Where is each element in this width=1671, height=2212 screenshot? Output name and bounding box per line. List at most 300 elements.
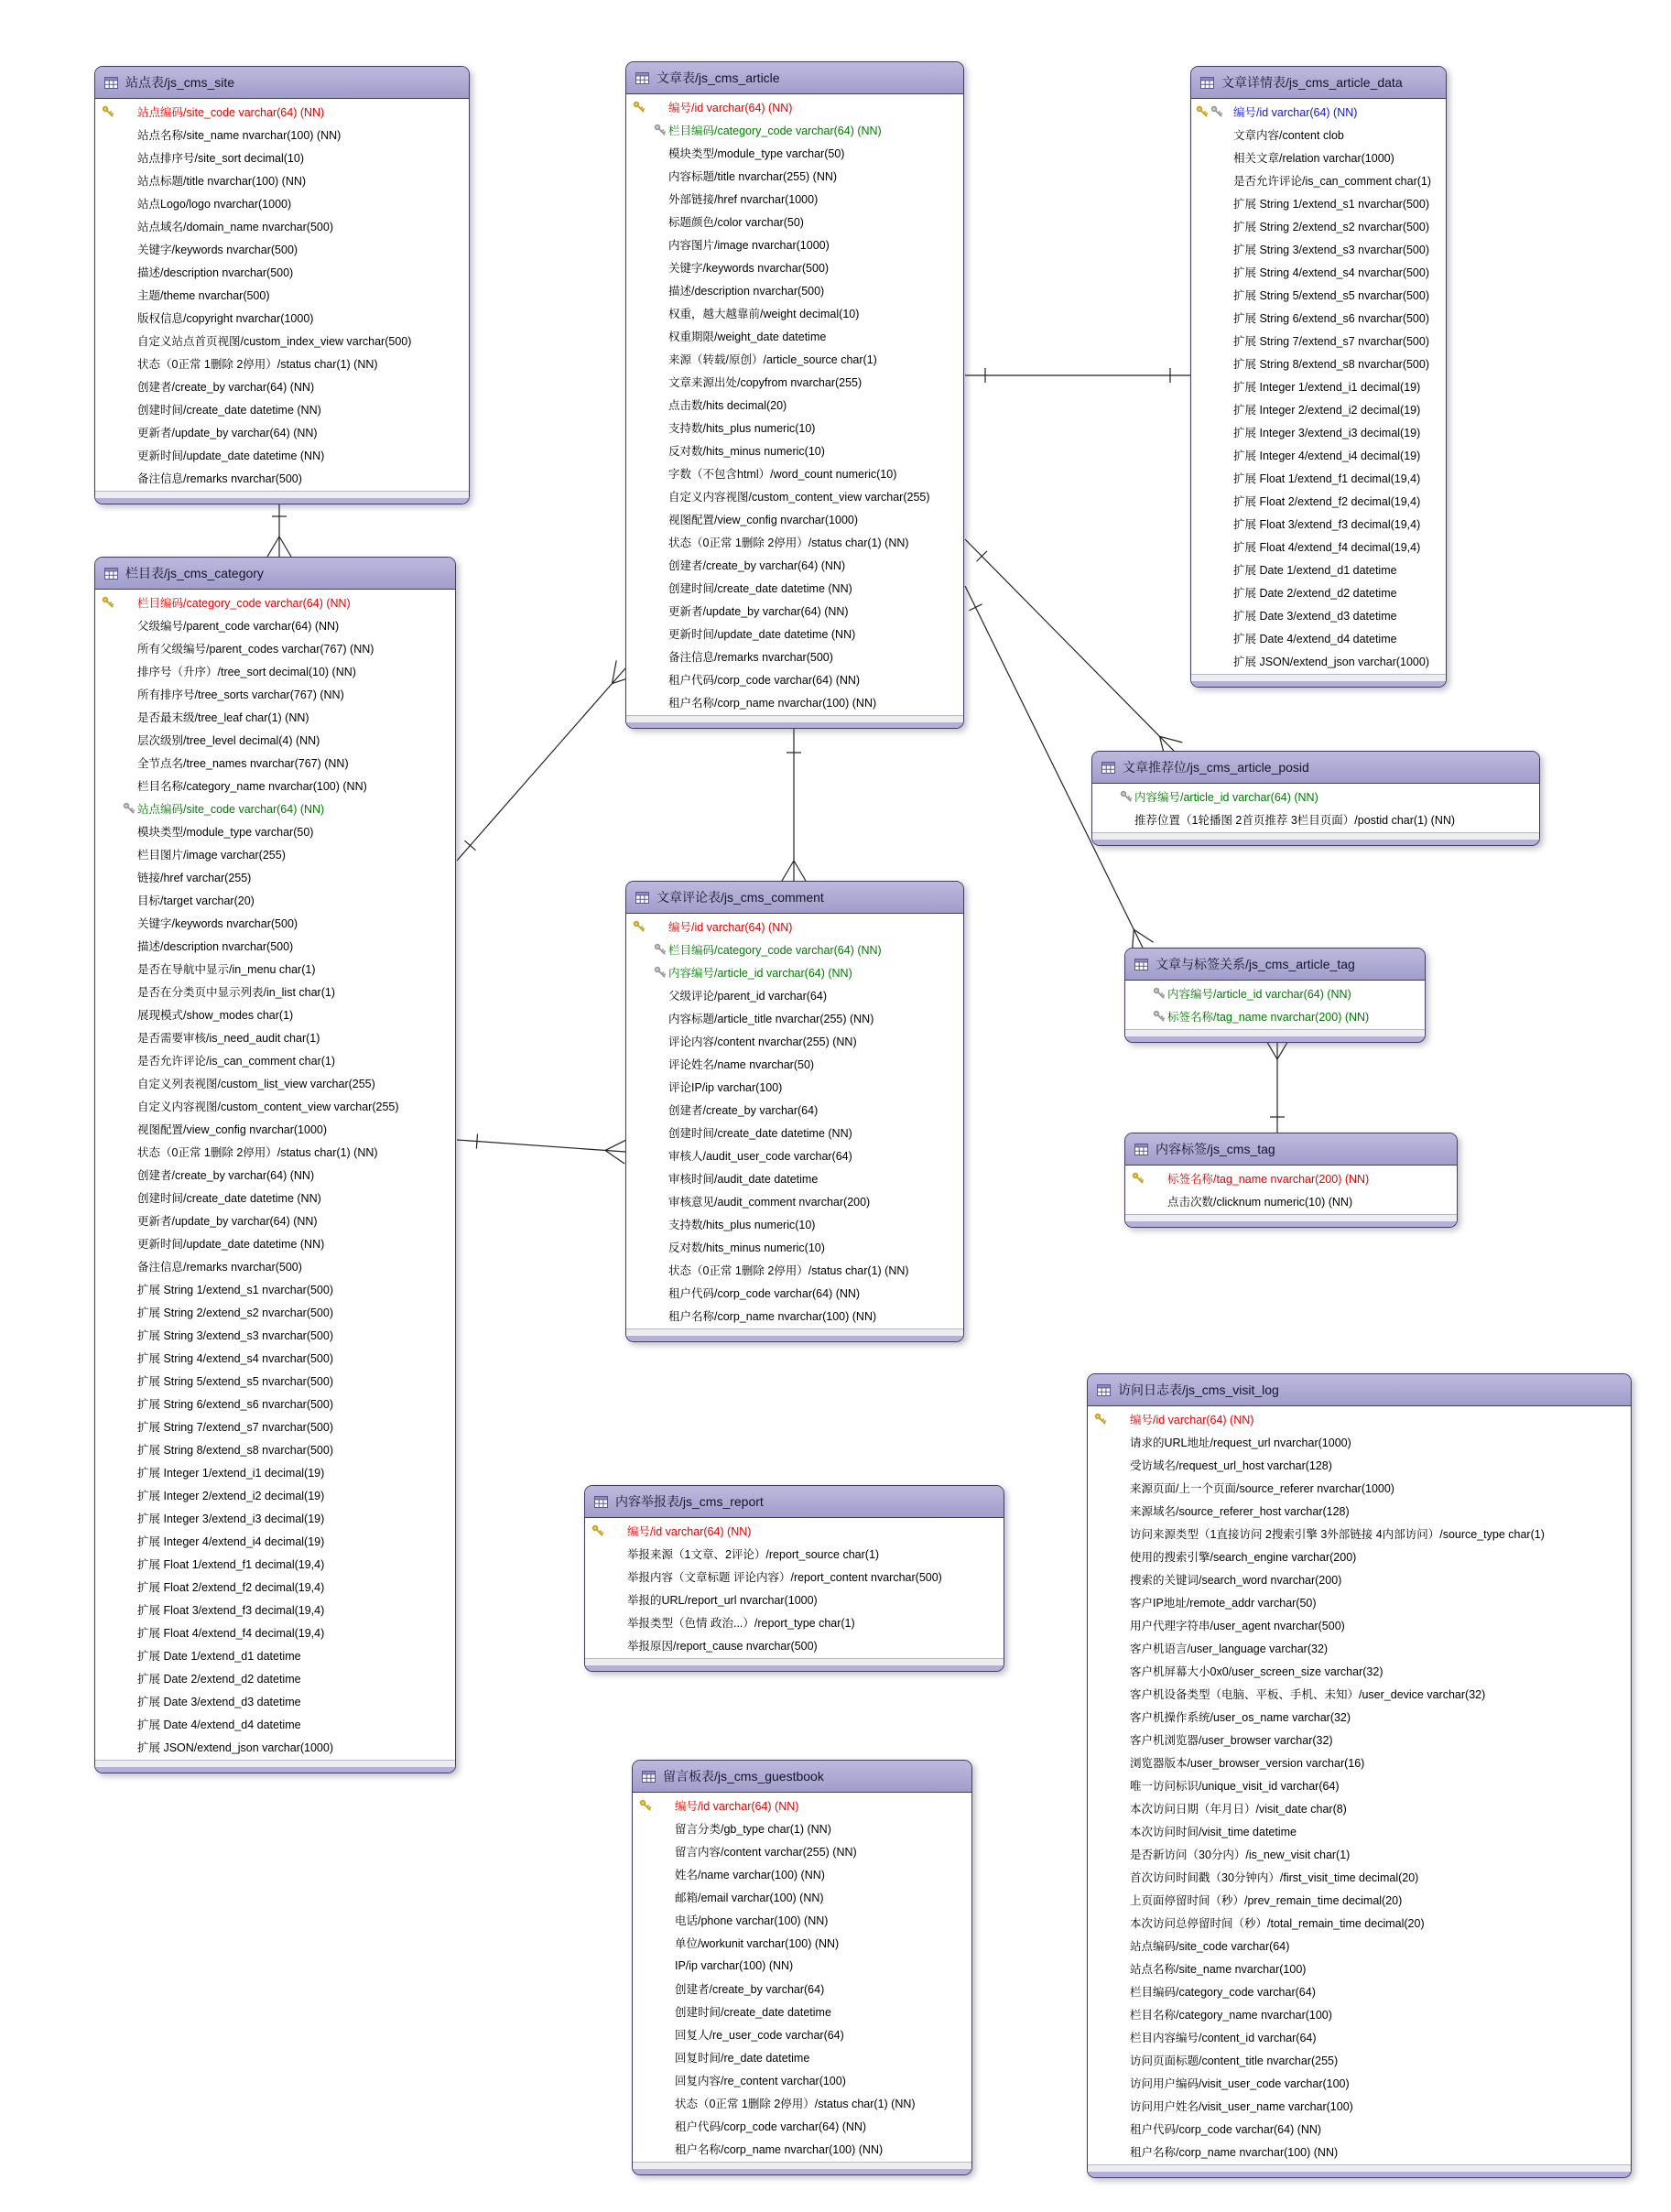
- cardinality-one-tick: [476, 1134, 477, 1149]
- field-row[interactable]: [626, 1053, 963, 1076]
- field-row[interactable]: [633, 2138, 971, 2161]
- field-text: 扩展 Float 4/extend_f4 decimal(19,4): [1233, 541, 1421, 554]
- field-row[interactable]: [633, 1955, 971, 1978]
- field-row[interactable]: [1191, 490, 1446, 513]
- crow-foot-prong: [605, 1150, 624, 1164]
- field-text: 备注信息/remarks nvarchar(500): [137, 472, 302, 485]
- field-row[interactable]: [95, 1438, 455, 1461]
- key-spacer: [95, 1049, 137, 1072]
- field-row[interactable]: [585, 1543, 1004, 1566]
- table-icon: [104, 77, 118, 89]
- key-spacer: [633, 2069, 675, 2092]
- field-row[interactable]: [1088, 1889, 1631, 1912]
- field-row[interactable]: [626, 371, 963, 394]
- field-row[interactable]: [1125, 1005, 1425, 1028]
- field-row[interactable]: [95, 398, 469, 421]
- field-row[interactable]: [633, 2115, 971, 2138]
- field-row[interactable]: [95, 1026, 455, 1049]
- field-row[interactable]: [1088, 1523, 1631, 1545]
- field-row[interactable]: [626, 554, 963, 577]
- field-row[interactable]: [1191, 627, 1446, 650]
- entity-header-guestbook[interactable]: [633, 1761, 971, 1793]
- field-row[interactable]: [633, 2001, 971, 2023]
- entity-report[interactable]: [584, 1485, 1004, 1672]
- table-icon: [1134, 1144, 1148, 1155]
- field-row[interactable]: [1191, 261, 1446, 284]
- field-row[interactable]: [95, 843, 455, 866]
- field-row[interactable]: [626, 623, 963, 645]
- field-row[interactable]: [95, 124, 469, 146]
- field-text: 更新时间/update_date datetime (NN): [668, 628, 856, 641]
- field-row[interactable]: [1088, 1408, 1631, 1431]
- entity-tag[interactable]: [1124, 1133, 1458, 1228]
- field-row[interactable]: [1088, 1500, 1631, 1523]
- entity-article_posid[interactable]: [1091, 751, 1540, 846]
- field-row[interactable]: [633, 2023, 971, 2046]
- field-row[interactable]: [626, 348, 963, 371]
- field-row[interactable]: [95, 797, 455, 820]
- field-row[interactable]: [626, 600, 963, 623]
- field-row[interactable]: [1191, 421, 1446, 444]
- field-row[interactable]: [95, 1530, 455, 1553]
- field-row[interactable]: [626, 439, 963, 462]
- field-row[interactable]: [626, 1144, 963, 1167]
- field-row[interactable]: [1191, 330, 1446, 352]
- field-row[interactable]: [95, 752, 455, 775]
- key-spacer: [585, 1543, 627, 1566]
- field-row[interactable]: [585, 1611, 1004, 1634]
- primary-key-icon: [626, 96, 668, 119]
- field-row[interactable]: [626, 645, 963, 668]
- field-row[interactable]: [95, 912, 455, 935]
- field-row[interactable]: [95, 421, 469, 444]
- field-row[interactable]: [95, 1141, 455, 1164]
- field-row[interactable]: [1088, 1431, 1631, 1454]
- field-row[interactable]: [95, 729, 455, 752]
- entity-guestbook[interactable]: [632, 1760, 972, 2175]
- field-row[interactable]: [95, 1255, 455, 1278]
- entity-field-list: [1092, 784, 1539, 832]
- field-row[interactable]: [1088, 1912, 1631, 1935]
- entity-header-comment[interactable]: [626, 882, 963, 914]
- entity-header-site[interactable]: [95, 67, 469, 99]
- field-row[interactable]: [1088, 2003, 1631, 2026]
- field-row[interactable]: [1191, 192, 1446, 215]
- field-row[interactable]: [1191, 536, 1446, 558]
- field-row[interactable]: [95, 1553, 455, 1576]
- entity-header-tag[interactable]: [1125, 1133, 1457, 1166]
- field-row[interactable]: [626, 508, 963, 531]
- key-spacer: [1088, 2095, 1130, 2118]
- field-text: 本次访问时间/visit_time datetime: [1130, 1826, 1297, 1838]
- field-row[interactable]: [633, 1795, 971, 1817]
- field-row[interactable]: [95, 889, 455, 912]
- field-row[interactable]: [1191, 169, 1446, 192]
- field-row[interactable]: [95, 1072, 455, 1095]
- field-row[interactable]: [633, 1863, 971, 1886]
- field-row[interactable]: [95, 1370, 455, 1393]
- field-row[interactable]: [95, 215, 469, 238]
- key-spacer: [95, 238, 137, 261]
- field-row[interactable]: [95, 1301, 455, 1324]
- entity-header-category[interactable]: [95, 558, 455, 590]
- field-row[interactable]: [95, 1667, 455, 1690]
- field-text: 站点标题/title nvarchar(100) (NN): [137, 175, 307, 188]
- field-row[interactable]: [633, 1817, 971, 1840]
- field-text: 扩展 Date 3/extend_d3 datetime: [137, 1696, 301, 1708]
- field-text: 租户代码/corp_code varchar(64) (NN): [1130, 2123, 1322, 2136]
- field-row[interactable]: [1088, 2118, 1631, 2141]
- field-row[interactable]: [95, 1415, 455, 1438]
- field-row[interactable]: [1191, 238, 1446, 261]
- field-row[interactable]: [626, 1099, 963, 1122]
- field-row[interactable]: [95, 261, 469, 284]
- entity-footer: [1088, 2164, 1631, 2177]
- field-row[interactable]: [626, 984, 963, 1007]
- field-row[interactable]: [1088, 1706, 1631, 1729]
- entity-comment[interactable]: [625, 881, 964, 1342]
- entity-title: 留言板表/js_cms_guestbook: [663, 1769, 824, 1784]
- field-row[interactable]: [633, 2046, 971, 2069]
- key-spacer: [1088, 1751, 1130, 1774]
- field-row[interactable]: [95, 1095, 455, 1118]
- key-spacer: [1191, 444, 1233, 467]
- field-row[interactable]: [95, 935, 455, 958]
- field-row[interactable]: [95, 146, 469, 169]
- field-row[interactable]: [95, 1461, 455, 1484]
- field-row[interactable]: [95, 1484, 455, 1507]
- field-row[interactable]: [626, 668, 963, 691]
- field-row[interactable]: [95, 307, 469, 330]
- key-spacer: [95, 1072, 137, 1095]
- field-row[interactable]: [1191, 398, 1446, 421]
- field-row[interactable]: [95, 820, 455, 843]
- field-row[interactable]: [585, 1566, 1004, 1589]
- field-row[interactable]: [626, 462, 963, 485]
- field-text: 状态（0正常 1删除 2停用）/status char(1) (NN): [668, 537, 909, 549]
- field-row[interactable]: [633, 1978, 971, 2001]
- key-spacer: [626, 417, 668, 439]
- field-row[interactable]: [95, 352, 469, 375]
- field-row[interactable]: [1191, 375, 1446, 398]
- field-row[interactable]: [1088, 1957, 1631, 1980]
- field-text: 评论IP/ip varchar(100): [668, 1081, 783, 1094]
- field-row[interactable]: [95, 1713, 455, 1736]
- field-text: 扩展 String 8/extend_s8 nvarchar(500): [137, 1444, 333, 1457]
- field-row[interactable]: [95, 1187, 455, 1209]
- foreign-key-icon: [1125, 982, 1167, 1005]
- field-row[interactable]: [95, 866, 455, 889]
- field-row[interactable]: [633, 2092, 971, 2115]
- field-text: 更新者/update_by varchar(64) (NN): [137, 1215, 318, 1228]
- field-row[interactable]: [95, 1278, 455, 1301]
- field-row[interactable]: [626, 325, 963, 348]
- field-row[interactable]: [626, 1282, 963, 1305]
- field-row[interactable]: [626, 1076, 963, 1099]
- field-row[interactable]: [1088, 1591, 1631, 1614]
- field-row[interactable]: [626, 119, 963, 142]
- field-row[interactable]: [95, 467, 469, 490]
- field-row[interactable]: [95, 1232, 455, 1255]
- field-row[interactable]: [1191, 650, 1446, 673]
- field-row[interactable]: [95, 683, 455, 706]
- field-row[interactable]: [1125, 1167, 1457, 1190]
- key-spacer: [626, 165, 668, 188]
- field-row[interactable]: [1088, 1843, 1631, 1866]
- field-row[interactable]: [626, 1305, 963, 1328]
- key-spacer: [95, 215, 137, 238]
- field-row[interactable]: [1191, 146, 1446, 169]
- field-row[interactable]: [626, 417, 963, 439]
- field-row[interactable]: [585, 1520, 1004, 1543]
- field-text: 扩展 Float 1/extend_f1 decimal(19,4): [137, 1558, 325, 1571]
- entity-article_data[interactable]: [1190, 66, 1447, 688]
- field-row[interactable]: [626, 1190, 963, 1213]
- entity-header-article_tag[interactable]: [1125, 949, 1425, 981]
- entity-header-article[interactable]: [626, 62, 963, 94]
- entity-header-visit_log[interactable]: [1088, 1374, 1631, 1406]
- field-row[interactable]: [1088, 1820, 1631, 1843]
- field-text: 回复时间/re_date datetime: [675, 2052, 810, 2065]
- field-text: 栏目编码/category_code varchar(64): [1130, 1986, 1316, 1999]
- field-row[interactable]: [1191, 513, 1446, 536]
- field-row[interactable]: [95, 192, 469, 215]
- field-row[interactable]: [626, 302, 963, 325]
- field-row[interactable]: [633, 1840, 971, 1863]
- field-text: 首次访问时间戳（30分钟内）/first_visit_time decimal(20): [1130, 1871, 1419, 1884]
- field-row[interactable]: [95, 238, 469, 261]
- field-row[interactable]: [1088, 1935, 1631, 1957]
- field-row[interactable]: [626, 577, 963, 600]
- field-row[interactable]: [95, 375, 469, 398]
- field-row[interactable]: [626, 394, 963, 417]
- key-spacer: [626, 394, 668, 417]
- field-row[interactable]: [1088, 1774, 1631, 1797]
- field-text: 更新者/update_by varchar(64) (NN): [668, 605, 849, 618]
- field-row[interactable]: [626, 142, 963, 165]
- field-text: 扩展 String 5/extend_s5 nvarchar(500): [1233, 289, 1429, 302]
- field-row[interactable]: [626, 531, 963, 554]
- entity-article_tag[interactable]: [1124, 948, 1426, 1043]
- field-row[interactable]: [95, 706, 455, 729]
- key-spacer: [95, 421, 137, 444]
- field-row[interactable]: [1125, 1190, 1457, 1213]
- field-row[interactable]: [95, 284, 469, 307]
- field-row[interactable]: [95, 1049, 455, 1072]
- field-row[interactable]: [1088, 1729, 1631, 1751]
- field-text: 访问用户编码/visit_user_code varchar(100): [1130, 2077, 1350, 2090]
- field-row[interactable]: [95, 1736, 455, 1759]
- field-row[interactable]: [1088, 1477, 1631, 1500]
- field-row[interactable]: [626, 1213, 963, 1236]
- table-icon: [642, 1771, 656, 1783]
- field-row[interactable]: [633, 1932, 971, 1955]
- field-row[interactable]: [1092, 808, 1539, 831]
- field-row[interactable]: [95, 1621, 455, 1644]
- key-spacer: [95, 1415, 137, 1438]
- field-row[interactable]: [1191, 124, 1446, 146]
- field-text: 是否允许评论/is_can_comment char(1): [137, 1055, 336, 1068]
- field-row[interactable]: [1088, 1683, 1631, 1706]
- field-row[interactable]: [95, 1003, 455, 1026]
- field-row[interactable]: [626, 1007, 963, 1030]
- field-row[interactable]: [626, 188, 963, 211]
- field-row[interactable]: [95, 591, 455, 614]
- entity-article[interactable]: [625, 61, 964, 729]
- field-text: 栏目编码/category_code varchar(64) (NN): [668, 125, 882, 137]
- field-text: 举报来源（1文章、2评论）/report_source char(1): [627, 1548, 880, 1561]
- field-text: 扩展 Integer 2/extend_i2 decimal(19): [137, 1490, 325, 1502]
- key-spacer: [626, 1144, 668, 1167]
- foreign-key-icon: [95, 797, 137, 820]
- field-row[interactable]: [626, 1259, 963, 1282]
- field-text: 状态（0正常 1删除 2停用）/status char(1) (NN): [668, 1264, 909, 1277]
- field-text: 扩展 Float 2/extend_f2 decimal(19,4): [1233, 495, 1421, 508]
- field-row[interactable]: [1191, 444, 1446, 467]
- field-row[interactable]: [626, 916, 963, 938]
- field-text: 站点名称/site_name nvarchar(100) (NN): [137, 129, 342, 142]
- field-row[interactable]: [1088, 2049, 1631, 2072]
- field-row[interactable]: [95, 1393, 455, 1415]
- field-row[interactable]: [1088, 1980, 1631, 2003]
- field-text: 回复内容/re_content varchar(100): [675, 2075, 846, 2087]
- field-text: 扩展 String 4/extend_s4 nvarchar(500): [1233, 266, 1429, 279]
- entity-footer: [626, 1328, 963, 1341]
- entity-category[interactable]: [94, 557, 456, 1773]
- key-spacer: [95, 352, 137, 375]
- field-row[interactable]: [95, 1347, 455, 1370]
- field-row[interactable]: [95, 1209, 455, 1232]
- key-spacer: [626, 1099, 668, 1122]
- field-row[interactable]: [95, 1118, 455, 1141]
- field-row[interactable]: [1092, 786, 1539, 808]
- field-text: 备注信息/remarks nvarchar(500): [137, 1261, 302, 1274]
- entity-visit_log[interactable]: [1087, 1373, 1632, 2178]
- field-row[interactable]: [95, 775, 455, 797]
- field-row[interactable]: [1088, 1637, 1631, 1660]
- field-row[interactable]: [626, 165, 963, 188]
- field-row[interactable]: [626, 211, 963, 233]
- entity-header-report[interactable]: [585, 1486, 1004, 1518]
- field-text: 内容标题/article_title nvarchar(255) (NN): [668, 1013, 874, 1025]
- field-row[interactable]: [633, 2069, 971, 2092]
- field-row[interactable]: [95, 1576, 455, 1599]
- field-row[interactable]: [1191, 352, 1446, 375]
- field-row[interactable]: [95, 1507, 455, 1530]
- field-row[interactable]: [1088, 1568, 1631, 1591]
- field-row[interactable]: [1191, 284, 1446, 307]
- field-row[interactable]: [95, 660, 455, 683]
- field-row[interactable]: [626, 1122, 963, 1144]
- field-text: 外部链接/href nvarchar(1000): [668, 193, 819, 206]
- field-row[interactable]: [1191, 558, 1446, 581]
- field-row[interactable]: [1088, 2141, 1631, 2163]
- field-text: 内容编号/article_id varchar(64) (NN): [668, 967, 852, 980]
- field-row[interactable]: [626, 96, 963, 119]
- field-row[interactable]: [95, 637, 455, 660]
- field-row[interactable]: [95, 958, 455, 981]
- field-row[interactable]: [626, 485, 963, 508]
- field-row[interactable]: [626, 1236, 963, 1259]
- field-row[interactable]: [1191, 101, 1446, 124]
- field-row[interactable]: [95, 1599, 455, 1621]
- field-row[interactable]: [1191, 307, 1446, 330]
- field-text: 更新者/update_by varchar(64) (NN): [137, 427, 318, 439]
- field-row[interactable]: [585, 1634, 1004, 1657]
- entity-header-article_posid[interactable]: [1092, 752, 1539, 784]
- key-spacer: [626, 188, 668, 211]
- key-spacer: [95, 1736, 137, 1759]
- field-row[interactable]: [95, 1644, 455, 1667]
- field-text: 内容标题/title nvarchar(255) (NN): [668, 170, 838, 183]
- field-row[interactable]: [626, 233, 963, 256]
- field-row[interactable]: [626, 1167, 963, 1190]
- field-row[interactable]: [585, 1589, 1004, 1611]
- field-row[interactable]: [633, 1909, 971, 1932]
- key-spacer: [1088, 1706, 1130, 1729]
- field-row[interactable]: [1088, 1454, 1631, 1477]
- field-row[interactable]: [633, 1886, 971, 1909]
- field-row[interactable]: [626, 279, 963, 302]
- field-row[interactable]: [95, 981, 455, 1003]
- field-row[interactable]: [1088, 2095, 1631, 2118]
- field-row[interactable]: [1088, 1545, 1631, 1568]
- field-row[interactable]: [626, 256, 963, 279]
- field-row[interactable]: [1125, 982, 1425, 1005]
- field-row[interactable]: [95, 169, 469, 192]
- entity-header-article_data[interactable]: [1191, 67, 1446, 99]
- field-row[interactable]: [95, 101, 469, 124]
- entity-field-list: [1125, 981, 1425, 1029]
- primary-key-icon: [1125, 1167, 1167, 1190]
- entity-title: 内容标签/js_cms_tag: [1156, 1142, 1275, 1156]
- key-spacer: [1088, 1454, 1130, 1477]
- field-row[interactable]: [1088, 2026, 1631, 2049]
- field-row[interactable]: [1088, 1797, 1631, 1820]
- field-row[interactable]: [626, 691, 963, 714]
- key-spacer: [95, 1141, 137, 1164]
- field-row[interactable]: [1191, 467, 1446, 490]
- field-row[interactable]: [95, 444, 469, 467]
- field-row[interactable]: [1191, 581, 1446, 604]
- field-row[interactable]: [1088, 1866, 1631, 1889]
- field-row[interactable]: [1191, 215, 1446, 238]
- key-spacer: [626, 462, 668, 485]
- field-row[interactable]: [95, 330, 469, 352]
- key-spacer: [626, 211, 668, 233]
- key-spacer: [95, 1232, 137, 1255]
- field-row[interactable]: [1088, 1660, 1631, 1683]
- field-row[interactable]: [626, 961, 963, 984]
- field-row[interactable]: [95, 1690, 455, 1713]
- field-row[interactable]: [626, 1030, 963, 1053]
- field-row[interactable]: [1191, 604, 1446, 627]
- field-row[interactable]: [95, 614, 455, 637]
- field-row[interactable]: [626, 938, 963, 961]
- field-row[interactable]: [95, 1324, 455, 1347]
- entity-site[interactable]: [94, 66, 470, 504]
- field-row[interactable]: [1088, 1614, 1631, 1637]
- field-row[interactable]: [95, 1164, 455, 1187]
- field-text: 编号/id varchar(64) (NN): [1233, 106, 1358, 119]
- key-spacer: [95, 1278, 137, 1301]
- table-icon: [1101, 762, 1115, 774]
- entity-title: 文章详情表/js_cms_article_data: [1221, 75, 1403, 90]
- key-spacer: [95, 1461, 137, 1484]
- field-text: 是否最末级/tree_leaf char(1) (NN): [137, 711, 309, 724]
- field-row[interactable]: [1088, 2072, 1631, 2095]
- field-row[interactable]: [1088, 1751, 1631, 1774]
